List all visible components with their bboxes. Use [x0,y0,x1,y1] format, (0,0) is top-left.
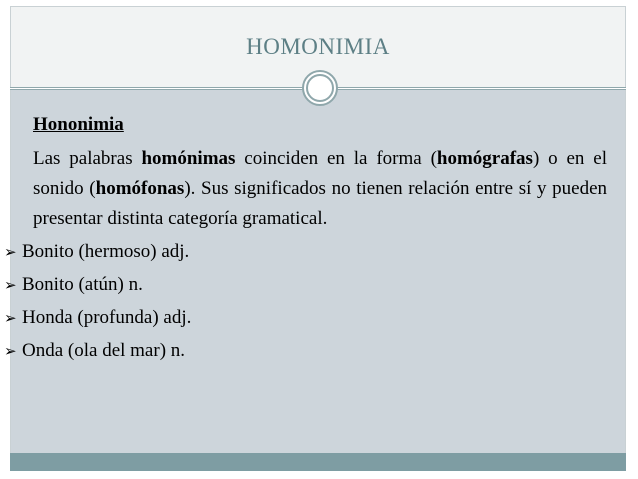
paragraph-text: ) o en el sonido ( [33,148,607,199]
list-item [4,302,607,335]
circle-ornament-inner-icon [306,74,334,102]
arrow-bullet-icon: ➢ [4,344,17,360]
example-list [4,236,607,368]
term-homonimas: homónimas [141,148,236,169]
list-item-text: Bonito (hermoso) adj. [22,241,190,262]
paragraph-text: ). Sus significados no tienen relación entre sí y pueden presentar distinta categoría gramatical. [33,178,607,229]
paragraph-text: Las palabras [33,148,142,169]
slide-title: HOMONIMIA [246,34,390,59]
arrow-bullet-icon: ➢ [4,311,17,327]
list-item-text: Honda (profunda) adj. [22,307,192,328]
paragraph-text: coinciden en la forma ( [235,148,437,169]
arrow-bullet-icon: ➢ [4,278,17,294]
slide-content [4,112,607,368]
definition-paragraph [33,144,607,234]
list-item-text: Bonito (atún) n. [22,274,143,295]
arrow-bullet-icon: ➢ [4,245,17,261]
term-homofonas: homófonas [95,178,185,199]
list-item [4,269,607,302]
term-homografas: homógrafas [436,148,533,169]
list-item-text: Onda (ola del mar) n. [22,340,186,361]
subheading: Hononimia [33,114,124,135]
footer-bar [10,453,626,471]
list-item [4,236,607,269]
list-item [4,335,607,368]
